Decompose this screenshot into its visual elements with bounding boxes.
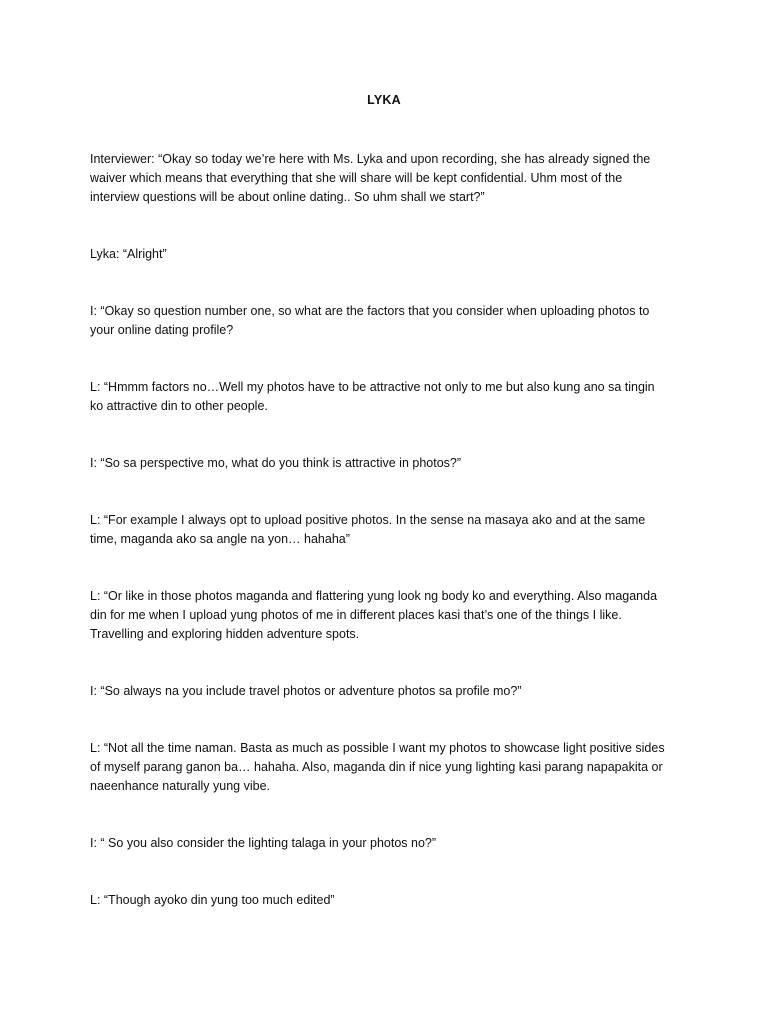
paragraph-answer-lighting: L: “Not all the time naman. Basta as much as possible I want my photos to showcase light positive sides of myself parang ganon ba… hahaha. Also, maganda din if nice yung lighting kasi parang napapakita or naeenhance naturally yung vibe. [90, 741, 665, 793]
paragraph-question-lighting: I: “ So you also consider the lighting talaga in your photos no?” [90, 836, 437, 850]
transcript-body [90, 150, 682, 948]
paragraph-answer-flattering: L: “Or like in those photos maganda and flattering yung look ng body ko and everything. Also maganda din for me when I upload yung photos of me in different places kasi that’s one of the things I like. Travelling and exploring hidden adventure spots. [90, 589, 658, 641]
paragraph-interviewer-intro: Interviewer: “Okay so today we’re here with Ms. Lyka and upon recording, she has already signed the waiver which means that everything that she will share will be kept confidential. Uhm most of the interview questions will be about online dating.. So uhm shall we start?” [90, 152, 651, 204]
paragraph-lyka-alright: Lyka: “Alright” [90, 247, 167, 261]
paragraph-answer-edited: L: “Though ayoko din yung too much edited” [90, 893, 335, 907]
document-title: LYKA [367, 93, 401, 107]
paragraph-answer-positive-photos: L: “For example I always opt to upload positive photos. In the sense na masaya ako and at the same time, maganda ako sa angle na yon… hahaha” [90, 513, 646, 546]
paragraph-answer-factors: L: “Hmmm factors no…Well my photos have to be attractive not only to me but also kung ano sa tingin ko attractive din to other people. [90, 380, 655, 413]
paragraph-question-attractive: I: “So sa perspective mo, what do you think is attractive in photos?” [90, 456, 462, 470]
paragraph-question-travel: I: “So always na you include travel photos or adventure photos sa profile mo?” [90, 684, 522, 698]
paragraph-question-one: I: “Okay so question number one, so what are the factors that you consider when uploading photos to your online dating profile? [90, 304, 650, 337]
